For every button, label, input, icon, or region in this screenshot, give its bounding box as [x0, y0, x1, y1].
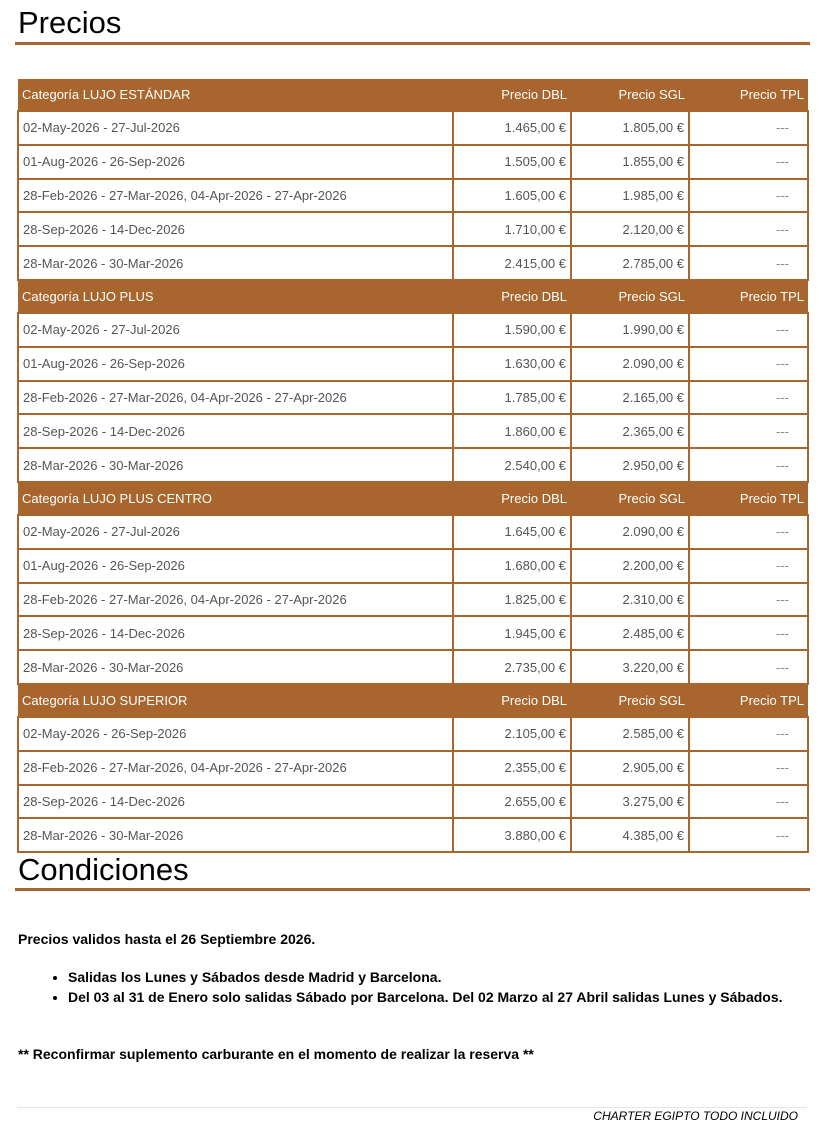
price-tpl-cell: ---	[689, 448, 808, 482]
prices-table	[17, 79, 809, 853]
table-row	[18, 347, 808, 381]
price-sgl-cell: 2.365,00 €	[571, 414, 689, 448]
prices-section-title: Precios	[18, 5, 122, 40]
price-sgl-cell: 1.855,00 €	[571, 145, 689, 179]
column-header-tpl: Precio TPL	[689, 280, 808, 313]
category-name: Categoría LUJO PLUS CENTRO	[18, 482, 453, 515]
column-header-dbl: Precio DBL	[453, 79, 571, 111]
fuel-surcharge-note: ** Reconfirmar suplemento carburante en el momento de realizar la reserva **	[18, 1046, 534, 1062]
date-range-cell: 28-Feb-2026 - 27-Mar-2026, 04-Apr-2026 - 27-Apr-2026	[18, 751, 453, 785]
price-dbl-cell: 2.415,00 €	[453, 246, 571, 280]
price-tpl-cell: ---	[689, 549, 808, 583]
price-sgl-cell: 2.310,00 €	[571, 583, 689, 617]
price-dbl-cell: 1.505,00 €	[453, 145, 571, 179]
date-range-cell: 28-Mar-2026 - 30-Mar-2026	[18, 246, 453, 280]
table-row	[18, 583, 808, 617]
price-dbl-cell: 1.785,00 €	[453, 381, 571, 415]
column-header-sgl: Precio SGL	[571, 280, 689, 313]
price-sgl-cell: 2.785,00 €	[571, 246, 689, 280]
price-dbl-cell: 1.605,00 €	[453, 179, 571, 213]
column-header-sgl: Precio SGL	[571, 482, 689, 515]
table-row	[18, 448, 808, 482]
price-dbl-cell: 1.710,00 €	[453, 212, 571, 246]
table-row	[18, 179, 808, 213]
table-row	[18, 313, 808, 347]
price-tpl-cell: ---	[689, 785, 808, 819]
price-sgl-cell: 2.200,00 €	[571, 549, 689, 583]
column-header-tpl: Precio TPL	[689, 684, 808, 717]
price-tpl-cell: ---	[689, 650, 808, 684]
price-tpl-cell: ---	[689, 313, 808, 347]
price-sgl-cell: 2.485,00 €	[571, 616, 689, 650]
date-range-cell: 02-May-2026 - 27-Jul-2026	[18, 111, 453, 145]
price-sgl-cell: 1.990,00 €	[571, 313, 689, 347]
conditions-list-item: • Del 03 al 31 de Enero solo salidas Sábado por Barcelona. Del 02 Marzo al 27 Abril salidas Lunes y Sábados.	[68, 988, 808, 1007]
price-dbl-cell: 2.355,00 €	[453, 751, 571, 785]
category-header-row	[18, 482, 808, 515]
price-dbl-cell: 1.825,00 €	[453, 583, 571, 617]
price-tpl-cell: ---	[689, 145, 808, 179]
category-name: Categoría LUJO PLUS	[18, 280, 453, 313]
price-tpl-cell: ---	[689, 414, 808, 448]
price-sgl-cell: 2.585,00 €	[571, 717, 689, 751]
category-header-row	[18, 79, 808, 111]
date-range-cell: 28-Mar-2026 - 30-Mar-2026	[18, 818, 453, 852]
category-name: Categoría LUJO SUPERIOR	[18, 684, 453, 717]
price-dbl-cell: 1.630,00 €	[453, 347, 571, 381]
price-sgl-cell: 2.120,00 €	[571, 212, 689, 246]
prices-title-divider	[15, 42, 810, 45]
column-header-tpl: Precio TPL	[689, 482, 808, 515]
price-sgl-cell: 2.905,00 €	[571, 751, 689, 785]
price-dbl-cell: 2.540,00 €	[453, 448, 571, 482]
column-header-dbl: Precio DBL	[453, 280, 571, 313]
category-header-row	[18, 280, 808, 313]
price-sgl-cell: 3.220,00 €	[571, 650, 689, 684]
date-range-cell: 01-Aug-2026 - 26-Sep-2026	[18, 145, 453, 179]
date-range-cell: 28-Feb-2026 - 27-Mar-2026, 04-Apr-2026 - 27-Apr-2026	[18, 381, 453, 415]
price-tpl-cell: ---	[689, 179, 808, 213]
date-range-cell: 02-May-2026 - 26-Sep-2026	[18, 717, 453, 751]
price-sgl-cell: 2.090,00 €	[571, 347, 689, 381]
price-tpl-cell: ---	[689, 212, 808, 246]
column-header-sgl: Precio SGL	[571, 79, 689, 111]
date-range-cell: 01-Aug-2026 - 26-Sep-2026	[18, 549, 453, 583]
price-sgl-cell: 2.090,00 €	[571, 515, 689, 549]
category-header-row	[18, 684, 808, 717]
table-row	[18, 515, 808, 549]
price-tpl-cell: ---	[689, 111, 808, 145]
column-header-sgl: Precio SGL	[571, 684, 689, 717]
price-sgl-cell: 4.385,00 €	[571, 818, 689, 852]
table-row	[18, 650, 808, 684]
price-tpl-cell: ---	[689, 381, 808, 415]
table-row	[18, 549, 808, 583]
date-range-cell: 28-Feb-2026 - 27-Mar-2026, 04-Apr-2026 - 27-Apr-2026	[18, 179, 453, 213]
conditions-title-divider	[15, 888, 810, 891]
price-dbl-cell: 1.465,00 €	[453, 111, 571, 145]
table-row	[18, 818, 808, 852]
category-name: Categoría LUJO ESTÁNDAR	[18, 79, 453, 111]
price-dbl-cell: 2.655,00 €	[453, 785, 571, 819]
price-tpl-cell: ---	[689, 246, 808, 280]
validity-text: Precios validos hasta el 26 Septiembre 2026.	[18, 931, 316, 947]
price-dbl-cell: 1.645,00 €	[453, 515, 571, 549]
date-range-cell: 28-Sep-2026 - 14-Dec-2026	[18, 785, 453, 819]
price-tpl-cell: ---	[689, 818, 808, 852]
price-dbl-cell: 1.945,00 €	[453, 616, 571, 650]
date-range-cell: 01-Aug-2026 - 26-Sep-2026	[18, 347, 453, 381]
date-range-cell: 28-Sep-2026 - 14-Dec-2026	[18, 212, 453, 246]
price-tpl-cell: ---	[689, 616, 808, 650]
table-row	[18, 751, 808, 785]
footer-divider	[17, 1107, 807, 1108]
price-sgl-cell: 1.805,00 €	[571, 111, 689, 145]
price-tpl-cell: ---	[689, 751, 808, 785]
table-row	[18, 381, 808, 415]
price-dbl-cell: 2.735,00 €	[453, 650, 571, 684]
date-range-cell: 28-Mar-2026 - 30-Mar-2026	[18, 650, 453, 684]
date-range-cell: 02-May-2026 - 27-Jul-2026	[18, 515, 453, 549]
date-range-cell: 02-May-2026 - 27-Jul-2026	[18, 313, 453, 347]
conditions-section-title: Condiciones	[18, 852, 189, 887]
price-tpl-cell: ---	[689, 515, 808, 549]
conditions-list	[50, 968, 808, 1008]
table-row	[18, 414, 808, 448]
table-row	[18, 246, 808, 280]
price-tpl-cell: ---	[689, 717, 808, 751]
price-dbl-cell: 3.880,00 €	[453, 818, 571, 852]
table-row	[18, 212, 808, 246]
date-range-cell: 28-Mar-2026 - 30-Mar-2026	[18, 448, 453, 482]
table-row	[18, 111, 808, 145]
price-dbl-cell: 1.590,00 €	[453, 313, 571, 347]
date-range-cell: 28-Sep-2026 - 14-Dec-2026	[18, 414, 453, 448]
price-sgl-cell: 2.165,00 €	[571, 381, 689, 415]
price-sgl-cell: 3.275,00 €	[571, 785, 689, 819]
table-row	[18, 717, 808, 751]
price-dbl-cell: 2.105,00 €	[453, 717, 571, 751]
table-row	[18, 616, 808, 650]
date-range-cell: 28-Sep-2026 - 14-Dec-2026	[18, 616, 453, 650]
price-dbl-cell: 1.680,00 €	[453, 549, 571, 583]
table-row	[18, 785, 808, 819]
price-dbl-cell: 1.860,00 €	[453, 414, 571, 448]
price-sgl-cell: 2.950,00 €	[571, 448, 689, 482]
conditions-list-item: • Salidas los Lunes y Sábados desde Madrid y Barcelona.	[68, 968, 808, 987]
price-tpl-cell: ---	[689, 583, 808, 617]
table-row	[18, 145, 808, 179]
footer-text: CHARTER EGIPTO TODO INCLUIDO	[593, 1109, 798, 1123]
column-header-dbl: Precio DBL	[453, 684, 571, 717]
price-sgl-cell: 1.985,00 €	[571, 179, 689, 213]
column-header-dbl: Precio DBL	[453, 482, 571, 515]
column-header-tpl: Precio TPL	[689, 79, 808, 111]
date-range-cell: 28-Feb-2026 - 27-Mar-2026, 04-Apr-2026 - 27-Apr-2026	[18, 583, 453, 617]
price-tpl-cell: ---	[689, 347, 808, 381]
